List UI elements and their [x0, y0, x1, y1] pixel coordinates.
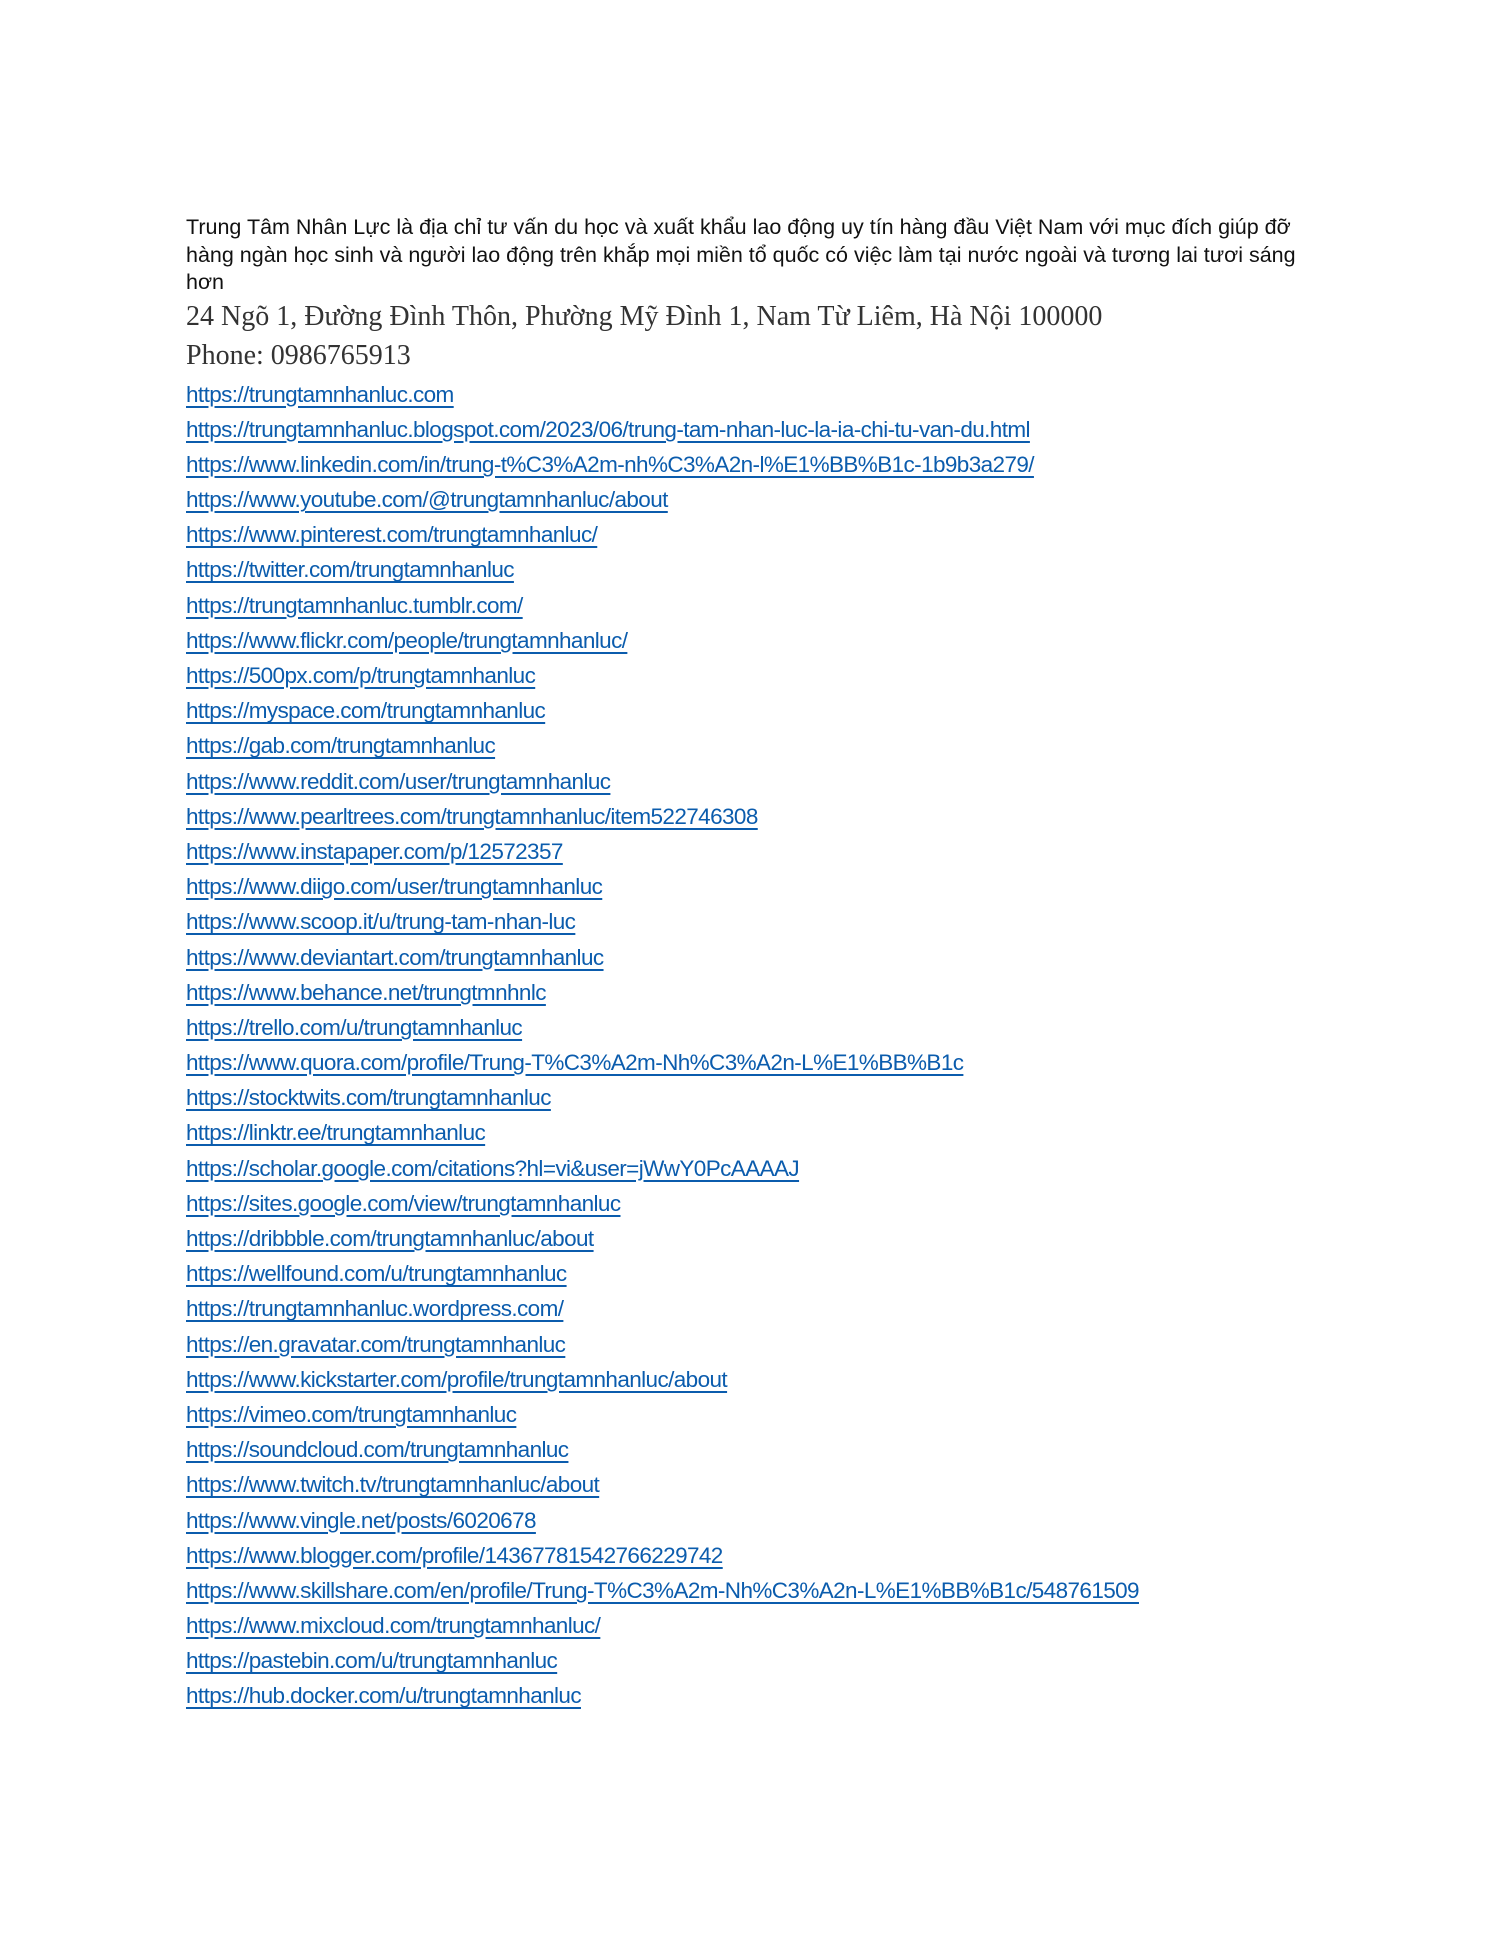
hyperlink[interactable]: https://trungtamnhanluc.tumblr.com/	[186, 592, 523, 618]
link-list-item	[186, 1045, 1326, 1080]
link-list-item	[186, 1362, 1326, 1397]
link-list-item	[186, 1256, 1326, 1291]
hyperlink[interactable]: https://www.reddit.com/user/trungtamnhanluc	[186, 768, 611, 794]
link-list-item	[186, 1608, 1326, 1643]
link-list-item	[186, 1327, 1326, 1362]
hyperlink[interactable]: https://trello.com/u/trungtamnhanluc	[186, 1014, 523, 1040]
link-list-item	[186, 552, 1326, 587]
hyperlink[interactable]: https://scholar.google.com/citations?hl=vi&user=jWwY0PcAAAAJ	[186, 1155, 800, 1181]
hyperlink[interactable]: https://www.youtube.com/@trungtamnhanluc/about	[186, 487, 668, 513]
hyperlink[interactable]: https://www.skillshare.com/en/profile/Trung-T%C3%A2m-Nh%C3%A2n-L%E1%BB%B1c/548761509	[186, 1577, 1139, 1603]
hyperlink[interactable]: https://hub.docker.com/u/trungtamnhanluc	[186, 1683, 581, 1709]
link-list-item	[186, 658, 1326, 693]
link-list-item	[186, 764, 1326, 799]
hyperlink[interactable]: https://pastebin.com/u/trungtamnhanluc	[186, 1648, 558, 1674]
address: 24 Ngõ 1, Đường Đình Thôn, Phường Mỹ Đình 1, Nam Từ Liêm, Hà Nội 100000	[186, 300, 1103, 332]
link-list-item	[186, 623, 1326, 658]
link-list-item	[186, 1538, 1326, 1573]
link-list-item	[186, 412, 1326, 447]
link-list-item	[186, 1678, 1326, 1713]
hyperlink[interactable]: https://linktr.ee/trungtamnhanluc	[186, 1120, 486, 1146]
hyperlink[interactable]: https://www.pearltrees.com/trungtamnhanluc/item522746308	[186, 803, 758, 829]
hyperlink[interactable]: https://www.deviantart.com/trungtamnhanluc	[186, 944, 604, 970]
hyperlink[interactable]: https://www.blogger.com/profile/14367781542766229742	[186, 1542, 723, 1568]
hyperlink[interactable]: https://trungtamnhanluc.blogspot.com/2023/06/trung-tam-nhan-luc-la-ia-chi-tu-van-du.html	[186, 416, 1030, 442]
hyperlink[interactable]: https://www.instapaper.com/p/12572357	[186, 838, 563, 864]
link-list-item	[186, 1080, 1326, 1115]
link-list-item	[186, 1151, 1326, 1186]
hyperlink[interactable]: https://vimeo.com/trungtamnhanluc	[186, 1401, 517, 1427]
hyperlink[interactable]: https://trungtamnhanluc.com	[186, 381, 454, 407]
link-list	[186, 377, 1326, 1714]
link-list-item	[186, 869, 1326, 904]
hyperlink[interactable]: https://www.linkedin.com/in/trung-t%C3%A2m-nh%C3%A2n-l%E1%BB%B1c-1b9b3a279/	[186, 451, 1034, 477]
hyperlink[interactable]: https://trungtamnhanluc.wordpress.com/	[186, 1296, 564, 1322]
link-list-item	[186, 517, 1326, 552]
link-list-item	[186, 377, 1326, 412]
hyperlink[interactable]: https://www.behance.net/trungtmnhnlc	[186, 979, 546, 1005]
link-list-item	[186, 940, 1326, 975]
link-list-item	[186, 1643, 1326, 1678]
link-list-item	[186, 799, 1326, 834]
hyperlink[interactable]: https://dribbble.com/trungtamnhanluc/about	[186, 1226, 594, 1251]
hyperlink[interactable]: https://www.diigo.com/user/trungtamnhanluc	[186, 874, 603, 900]
hyperlink[interactable]: https://soundcloud.com/trungtamnhanluc	[186, 1437, 569, 1463]
link-list-item	[186, 1503, 1326, 1538]
hyperlink[interactable]: https://www.vingle.net/posts/6020678	[186, 1507, 536, 1533]
phone: Phone: 0986765913	[186, 339, 411, 371]
link-list-item	[186, 1573, 1326, 1608]
link-list-item	[186, 1291, 1326, 1326]
hyperlink[interactable]: https://www.scoop.it/u/trung-tam-nhan-luc	[186, 909, 576, 935]
hyperlink[interactable]: https://wellfound.com/u/trungtamnhanluc	[186, 1261, 567, 1287]
hyperlink[interactable]: https://www.flickr.com/people/trungtamnhanluc/	[186, 627, 628, 653]
hyperlink[interactable]: https://www.mixcloud.com/trungtamnhanluc/	[186, 1613, 601, 1639]
link-list-item	[186, 588, 1326, 623]
link-list-item	[186, 447, 1326, 482]
link-list-item	[186, 975, 1326, 1010]
link-list-item	[186, 728, 1326, 763]
link-list-item	[186, 1010, 1326, 1045]
hyperlink[interactable]: https://500px.com/p/trungtamnhanluc	[186, 663, 536, 688]
hyperlink[interactable]: https://www.quora.com/profile/Trung-T%C3%A2m-Nh%C3%A2n-L%E1%BB%B1c	[186, 1050, 964, 1076]
link-list-item	[186, 1221, 1326, 1256]
hyperlink[interactable]: https://www.kickstarter.com/profile/trungtamnhanluc/about	[186, 1366, 728, 1392]
hyperlink[interactable]: https://en.gravatar.com/trungtamnhanluc	[186, 1331, 566, 1357]
hyperlink[interactable]: https://www.pinterest.com/trungtamnhanluc/	[186, 522, 598, 548]
intro-paragraph: Trung Tâm Nhân Lực là địa chỉ tư vấn du học và xuất khẩu lao động uy tín hàng đầu Việt Nam với mục đích giúp đỡ hàng ngàn học sinh và người lao động trên khắp mọi miền tổ quốc có việc làm tại nước ngoài và tương lai tươi sáng hơn	[186, 215, 1296, 294]
link-list-item	[186, 1397, 1326, 1432]
link-list-item	[186, 1467, 1326, 1502]
link-list-item	[186, 693, 1326, 728]
link-list-item	[186, 1115, 1326, 1150]
hyperlink[interactable]: https://myspace.com/trungtamnhanluc	[186, 698, 546, 724]
link-list-item	[186, 482, 1326, 517]
hyperlink[interactable]: https://gab.com/trungtamnhanluc	[186, 733, 496, 759]
hyperlink[interactable]: https://twitter.com/trungtamnhanluc	[186, 557, 514, 583]
hyperlink[interactable]: https://www.twitch.tv/trungtamnhanluc/about	[186, 1472, 600, 1498]
hyperlink[interactable]: https://sites.google.com/view/trungtamnhanluc	[186, 1190, 621, 1216]
link-list-item	[186, 1432, 1326, 1467]
link-list-item	[186, 904, 1326, 939]
document-page	[186, 214, 1326, 1714]
hyperlink[interactable]: https://stocktwits.com/trungtamnhanluc	[186, 1085, 551, 1111]
link-list-item	[186, 834, 1326, 869]
link-list-item	[186, 1186, 1326, 1221]
